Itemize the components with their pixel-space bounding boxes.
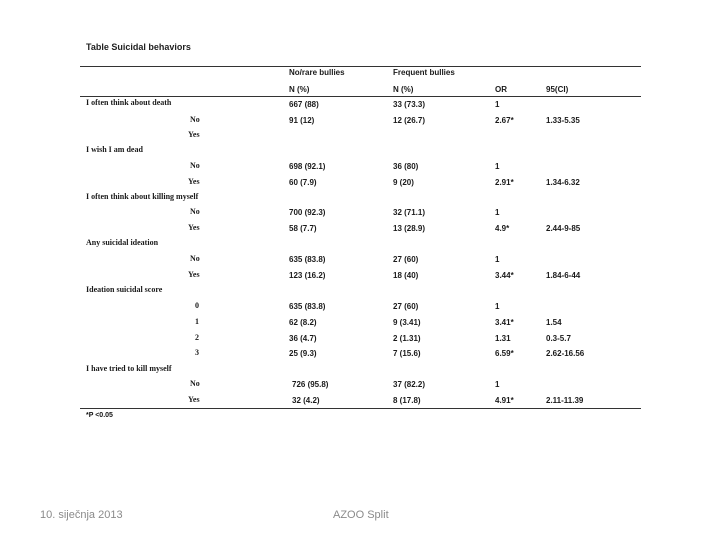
section-title: I often think about death — [86, 98, 172, 107]
footer-org: AZOO Split — [333, 509, 389, 521]
table-cell: 33 (73.3) — [393, 100, 426, 109]
section-title: I often think about killing myself — [86, 192, 199, 201]
table-cell: 6.59* — [495, 349, 514, 358]
table-cell: 1 — [495, 380, 500, 389]
table-cell: 1 — [495, 162, 500, 171]
table-cell: 1 — [495, 208, 500, 217]
section-title: Any suicidal ideation — [86, 238, 159, 247]
table-caption: Table Suicidal behaviors — [86, 42, 191, 52]
table-cell: 3.44* — [495, 271, 514, 280]
header-unit2: N (%) — [393, 85, 414, 94]
table-cell: 2.44-9-85 — [546, 224, 581, 233]
table-cell: 2.62-16.56 — [546, 349, 585, 358]
table-cell: 7 (15.6) — [393, 349, 421, 358]
table-cell: 18 (40) — [393, 271, 419, 280]
table-cell: 36 (80) — [393, 162, 419, 171]
section-title: I have tried to kill myself — [86, 364, 172, 373]
table-cell: 635 (83.8) — [289, 302, 326, 311]
table-cell: 27 (60) — [393, 255, 419, 264]
table-cell: 1.84-6-44 — [546, 271, 581, 280]
table-cell: 27 (60) — [393, 302, 419, 311]
row-label: No — [190, 254, 200, 263]
table-cell: 37 (82.2) — [393, 380, 426, 389]
table-cell: 8 (17.8) — [393, 396, 421, 405]
row-label: No — [190, 379, 200, 388]
table-cell: 2.91* — [495, 178, 514, 187]
row-label: Yes — [188, 223, 200, 232]
table-cell: 123 (16.2) — [289, 271, 326, 280]
table-cell: 700 (92.3) — [289, 208, 326, 217]
table-cell: 635 (83.8) — [289, 255, 326, 264]
row-label: Yes — [188, 270, 200, 279]
table-cell: 91 (12) — [289, 116, 315, 125]
table-cell: 62 (8.2) — [289, 318, 317, 327]
row-label: No — [190, 161, 200, 170]
table-cell: 9 (3.41) — [393, 318, 421, 327]
header-unit1: N (%) — [289, 85, 310, 94]
table-cell: 1.33-5.35 — [546, 116, 580, 125]
table-cell: 25 (9.3) — [289, 349, 317, 358]
header-or: OR — [495, 85, 507, 94]
table-cell: 2 (1.31) — [393, 334, 421, 343]
table-cell: 726 (95.8) — [292, 380, 329, 389]
table-cell: 58 (7.7) — [289, 224, 317, 233]
table-top-rule — [80, 66, 641, 67]
row-label: 0 — [195, 301, 199, 310]
table-cell: 4.91* — [495, 396, 514, 405]
table-cell: 1 — [495, 100, 500, 109]
table-cell: 1.31 — [495, 334, 511, 343]
table-cell: 9 (20) — [393, 178, 414, 187]
table-cell: 60 (7.9) — [289, 178, 317, 187]
row-label: 1 — [195, 317, 199, 326]
row-label: No — [190, 115, 200, 124]
table-cell: 2.11-11.39 — [546, 396, 584, 405]
table-cell: 13 (28.9) — [393, 224, 426, 233]
table-cell: 32 (71.1) — [393, 208, 426, 217]
row-label: Yes — [188, 130, 200, 139]
section-title: I wish I am dead — [86, 145, 143, 154]
table-footnote: *P <0.05 — [86, 412, 113, 419]
table-bottom-rule — [80, 408, 641, 409]
section-title: Ideation suicidal score — [86, 285, 163, 294]
table-cell: 36 (4.7) — [289, 334, 317, 343]
header-group2: Frequent bullies — [393, 68, 455, 77]
table-cell: 698 (92.1) — [289, 162, 326, 171]
table-cell: 4.9* — [495, 224, 510, 233]
table-cell: 1 — [495, 255, 500, 264]
row-label: Yes — [188, 395, 200, 404]
table-cell: 12 (26.7) — [393, 116, 426, 125]
row-label: No — [190, 207, 200, 216]
table-cell: 1 — [495, 302, 500, 311]
table-cell: 2.67* — [495, 116, 514, 125]
table-cell: 1.34-6.32 — [546, 178, 580, 187]
header-ci: 95(CI) — [546, 85, 569, 94]
table-cell: 3.41* — [495, 318, 514, 327]
table-cell: 0.3-5.7 — [546, 334, 571, 343]
table-cell: 1.54 — [546, 318, 562, 327]
row-label: 3 — [195, 348, 199, 357]
footer-date: 10. siječnja 2013 — [40, 509, 123, 521]
header-group1: No/rare bullies — [289, 68, 345, 77]
table-cell: 667 (88) — [289, 100, 319, 109]
table-cell: 32 (4.2) — [292, 396, 320, 405]
table-header-rule — [80, 96, 641, 97]
row-label: Yes — [188, 177, 200, 186]
row-label: 2 — [195, 333, 199, 342]
